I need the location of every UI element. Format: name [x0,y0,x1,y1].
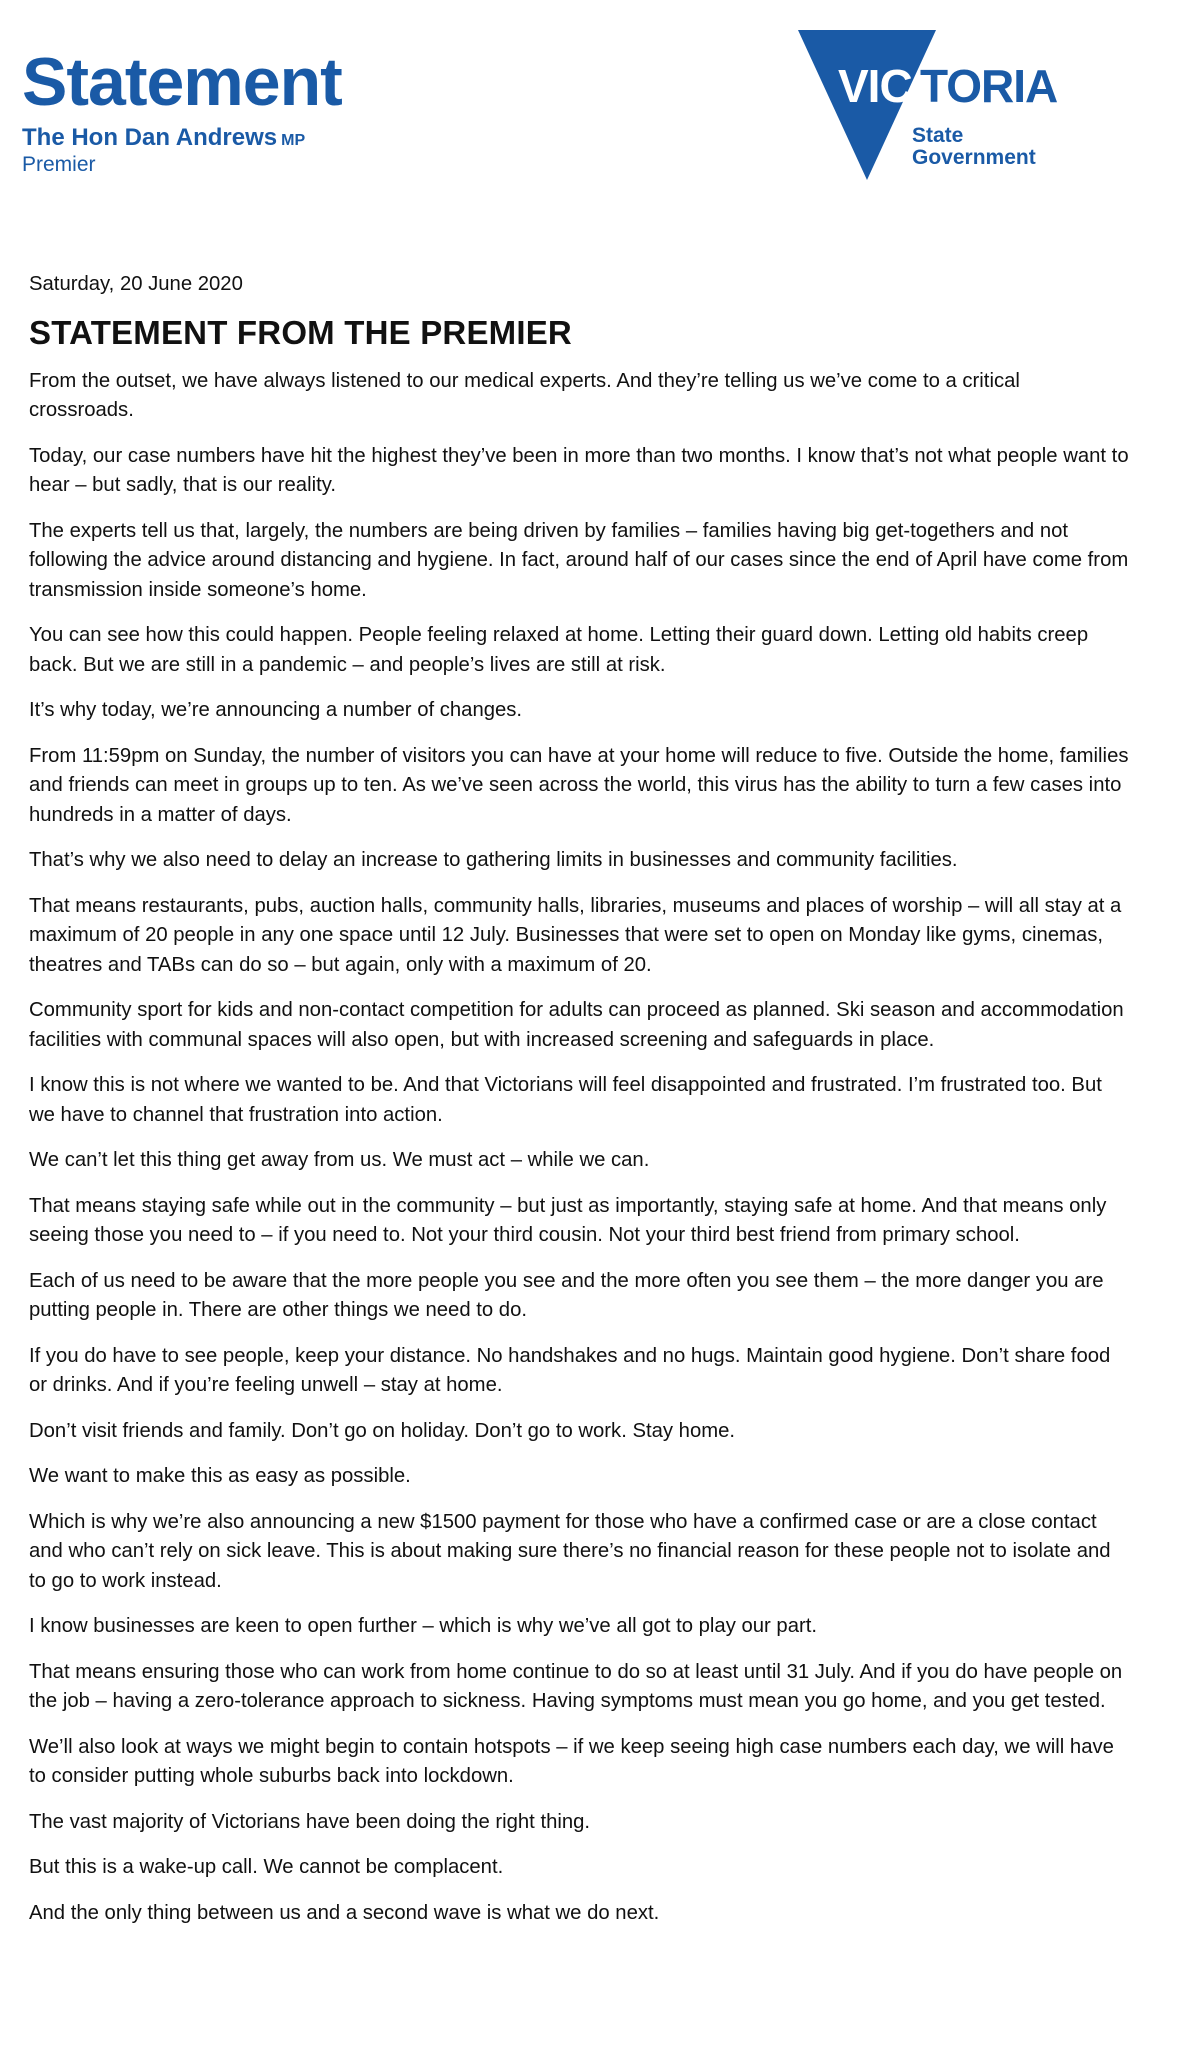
paragraph-11: We can’t let this thing get away from us. We must act – while we can. [29,1149,650,1172]
paragraph-7: That’s why we also need to delay an increase to gathering limits in businesses and community facilities. [29,849,958,872]
logo-text-victoria: VIC [838,60,912,112]
paragraph-8: That means restaurants, pubs, auction halls, community halls, libraries, museums and places of worship – will all stay at a maximum of 20 people in any one space until 12 July. Businesses that were set to open on Monday like gyms, cinemas, theatres and TABs can do so – but again, only with a maximum of 20. [29,894,1122,976]
document-body [29,270,1129,1944]
paragraph-23: And the only thing between us and a second wave is what we do next. [29,1901,660,1924]
statement-heading: Statement [22,44,342,120]
paragraph-12: That means staying safe while out in the community – but just as importantly, staying safe at home. And that means only seeing those you need to – if you need to. Not your third cousin. Not your third best friend from primary school. [29,1194,1107,1247]
paragraph-21: The vast majority of Victorians have been doing the right thing. [29,1810,591,1833]
victoria-state-government-logo [798,30,1068,186]
paragraph-9: Community sport for kids and non-contact competition for adults can proceed as planned. Ski season and accommodation facilities with communal spaces will also open, but with increased screening and safeguards in place. [29,999,1124,1051]
paragraph-20: We’ll also look at ways we might begin to contain hotspots – if we keep seeing high case numbers each day, we will have to consider putting whole suburbs back into lockdown. [29,1735,1114,1788]
minister-name: The Hon Dan Andrews [22,124,278,151]
paragraph-15: Don’t visit friends and family. Don’t go on holiday. Don’t go to work. Stay home. [29,1419,736,1442]
minister-suffix: MP [281,132,306,149]
paragraph-16: We want to make this as easy as possible. [29,1465,411,1488]
paragraph-19: That means ensuring those who can work from home continue to do so at least until 31 July. And if you do have people on the job – having a zero-tolerance approach to sickness. Having symptoms must mean you go home, and you get tested. [29,1660,1123,1713]
document-title: STATEMENT FROM THE PREMIER [29,313,572,351]
paragraph-22: But this is a wake-up call. We cannot be complacent. [29,1856,504,1879]
minister-name-line [22,126,342,150]
paragraph-5: It’s why today, we’re announcing a number of changes. [29,699,523,722]
paragraph-2: Today, our case numbers have hit the highest they’ve been in more than two months. I know that’s not what people want to hear – but sadly, that is our reality. [29,444,1129,497]
paragraph-17: Which is why we’re also announcing a new $1500 payment for those who have a confirmed case or are a close contact and who can’t rely on sick leave. This is about making sure there’s no financial reason for these people not to isolate and to go to work instead. [29,1510,1111,1592]
paragraph-3: The experts tell us that, largely, the numbers are being driven by families – families having big get-togethers and not following the advice around distancing and hygiene. In fact, around half of our cases since the end of April have come from transmission inside someone’s home. [29,519,1129,601]
logo-sub1: State [912,124,964,147]
statement-masthead [22,44,342,176]
minister-role: Premier [22,153,96,176]
paragraph-13: Each of us need to be aware that the more people you see and the more often you see them – the more danger you are putting people in. There are other things we need to do. [29,1269,1104,1322]
document-header [0,0,1177,200]
logo-text-toria: TORIA [920,60,1058,112]
paragraph-14: If you do have to see people, keep your distance. No handshakes and no hugs. Maintain good hygiene. Don’t share food or drinks. And if you’re feeling unwell – stay at home. [29,1344,1111,1397]
logo-sub2: Government [912,146,1036,169]
paragraph-1: From the outset, we have always listened to our medical experts. And they’re telling us we’ve come to a critical crossroads. [29,369,1020,422]
paragraph-10: I know this is not where we wanted to be. And that Victorians will feel disappointed and frustrated. I’m frustrated too. But we have to channel that frustration into action. [29,1074,1102,1126]
paragraph-18: I know businesses are keen to open further – which is why we’ve all got to play our part. [29,1615,818,1638]
paragraph-6: From 11:59pm on Sunday, the number of visitors you can have at your home will reduce to five. Outside the home, families and friends can meet in groups up to ten. As we’ve seen across the world, this virus has the ability to turn a few cases into hundreds in a matter of days. [29,744,1129,826]
paragraph-4: You can see how this could happen. People feeling relaxed at home. Letting their guard down. Letting old habits creep back. But we are still in a pandemic – and people’s lives are still at risk. [29,624,1089,676]
statement-date: Saturday, 20 June 2020 [29,273,243,295]
